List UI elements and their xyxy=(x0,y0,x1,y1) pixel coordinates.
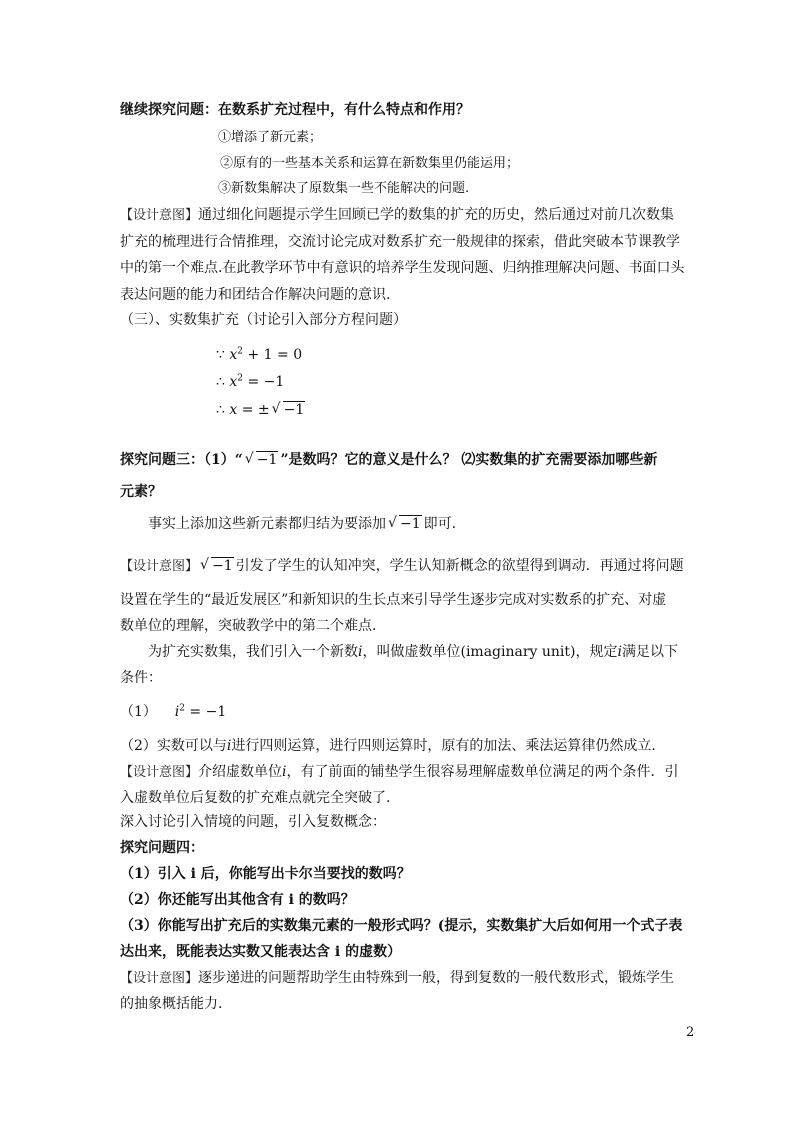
point-2: ②原有的一些基本关系和运算在新数集里仍能运用； xyxy=(220,156,520,171)
page-number: 2 xyxy=(686,1025,695,1040)
question-4-title: 探究问题四： xyxy=(120,840,204,856)
question-4-item-3-line-2: 达出来，既能表达实数又能表达含 i 的虚数） xyxy=(120,944,402,960)
point-1: ①增添了新元素； xyxy=(218,130,323,145)
fact-line: 事实上添加这些新元素都归结为要添加√ −1 即可. xyxy=(148,514,456,534)
equation-2: ∴ $x^2 = -1$ xyxy=(216,373,285,390)
design-intent-4-line-2: 的抽象概括能力. xyxy=(120,996,223,1012)
condition-1: （1） $i^2 = -1$ xyxy=(120,703,227,720)
equation-1: ∵ $x^2 + 1 = 0$ xyxy=(216,346,303,363)
question-3-line-1: 探究问题三：（1）“√ −1 ”是数吗？它的意义是什么？ ⑵实数集的扩充需要添加哪些新 xyxy=(120,450,657,470)
deep-discussion: 深入讨论引入情境的问题，引入复数概念： xyxy=(120,814,386,830)
design-intent-4-line-1: 【设计意图】逐步递进的问题帮助学生由特殊到一般，得到复数的一般代数形式，锻炼学生 xyxy=(120,970,675,986)
question-4-item-3-line-1: （3）你能写出扩充后的实数集元素的一般形式吗？(提示，实数集扩大后如何用一个式子表 xyxy=(120,918,683,934)
section-3-heading: （三）、实数集扩充（讨论引入部分方程问题） xyxy=(120,312,407,328)
design-intent-1-line-3: 中的第一个难点.在此教学环节中有意识的培养学生发现问题、归纳推理解决问题、书面口头 xyxy=(120,260,685,276)
condition-2: （2）实数可以与i进行四则运算，进行四则运算时，原有的加法、乘法运算律仍然成立. xyxy=(120,738,656,754)
design-intent-2-line-2: 设置在学生的“最近发展区”和新知识的生长点来引导学生逐步完成对实数系的扩充、对虚 xyxy=(120,592,667,608)
question-3-line-2: 元素？ xyxy=(120,484,162,500)
design-intent-2-line-3: 数单位的理解，突破教学中的第二个难点. xyxy=(120,618,377,634)
intro-line-1: 为扩充实数集，我们引入一个新数i，叫做虚数单位(imaginary unit)，规定i满足以下 xyxy=(148,644,678,660)
design-intent-3-line-1: 【设计意图】介绍虚数单位i，有了前面的铺垫学生很容易理解虚数单位满足的两个条件．引 xyxy=(120,764,679,780)
point-3: ③新数集解决了原数集一些不能解决的问题. xyxy=(218,181,470,196)
question-4-item-1: （1）引入 i 后，你能写出卡尔当要找的数吗？ xyxy=(120,866,411,882)
question-continue: 继续探究问题：在数系扩充过程中，有什么特点和作用？ xyxy=(120,102,470,118)
design-intent-1-line-2: 扩充的梳理进行合情推理，交流讨论完成对数系扩充一般规律的探索，借此突破本节课教学 xyxy=(120,234,680,250)
design-intent-3-line-2: 入虚数单位后复数的扩充难点就完全突破了. xyxy=(120,790,391,806)
design-intent-1-line-1: 【设计意图】通过细化问题提示学生回顾已学的数集的扩充的历史，然后通过对前几次数集 xyxy=(120,207,675,223)
design-intent-2-line-1: 【设计意图】√ −1 引发了学生的认知冲突，学生认知新概念的欲望得到调动．再通过将问题 xyxy=(120,556,684,577)
design-intent-1-line-4: 表达问题的能力和团结合作解决问题的意识. xyxy=(120,287,391,303)
question-4-item-2: （2）你还能写出其他含有 i 的数吗？ xyxy=(120,892,355,908)
intro-line-2: 条件： xyxy=(120,670,162,686)
equation-3: ∴ x = ±√ −1 xyxy=(216,400,307,420)
design-intent-tag: 【设计意图】 xyxy=(120,208,199,223)
